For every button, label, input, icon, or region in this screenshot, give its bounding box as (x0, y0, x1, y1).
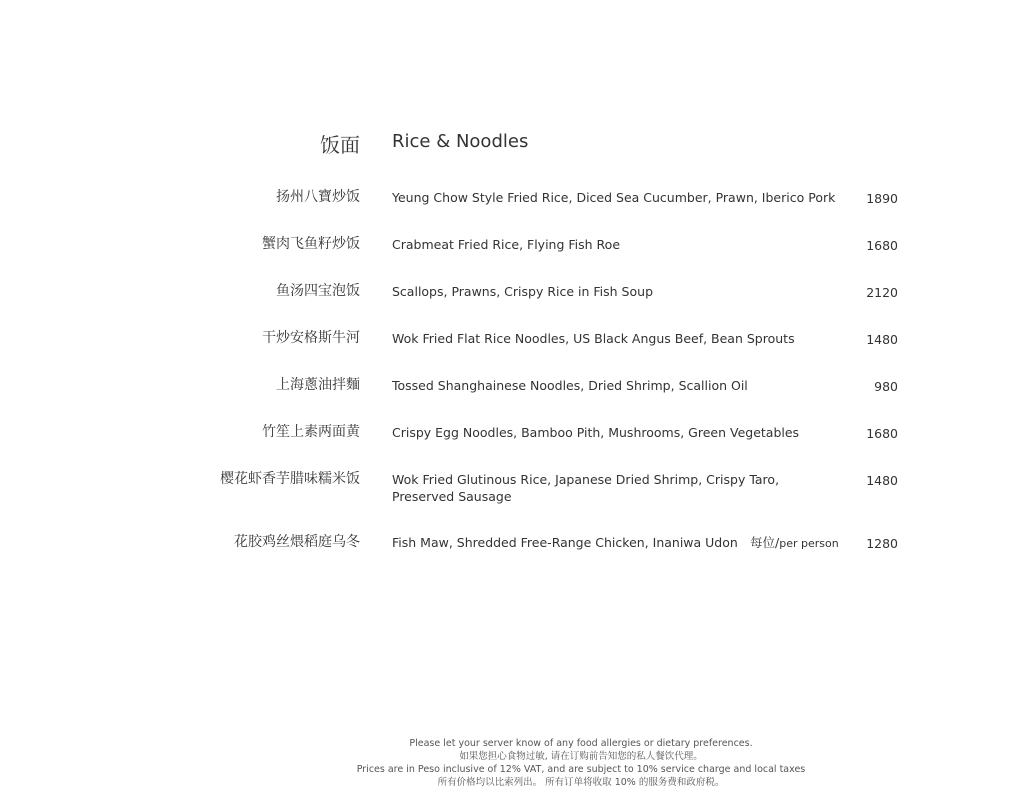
menu-item (0, 423, 1024, 463)
dish-name-zh: 蟹肉飞鱼籽炒饭 (262, 236, 360, 252)
dish-name-zh: 鱼汤四宝泡饭 (276, 283, 360, 299)
dish-name-zh: 樱花虾香芋腊味糯米饭 (220, 471, 360, 487)
dish-description-line: Tossed Shanghainese Noodles, Dried Shrimp, Scallion Oil (392, 378, 748, 393)
dish-description (392, 471, 792, 505)
dish-price: 1480 (866, 332, 898, 347)
dish-price: 1680 (866, 426, 898, 441)
menu-item (0, 470, 1024, 510)
menu-item (0, 533, 1024, 573)
dish-description (392, 283, 792, 300)
footer-notes (330, 737, 832, 789)
allergy-note-en: Please let your server know of any food allergies or dietary preferences. (409, 738, 753, 749)
dish-price: 1680 (866, 238, 898, 253)
dish-description-line: Preserved Sausage (392, 489, 512, 504)
menu-item (0, 282, 1024, 322)
dish-price: 2120 (866, 285, 898, 300)
menu-item (0, 329, 1024, 369)
serving-unit-en: per person (779, 537, 839, 550)
dish-description-line: Wok Fried Flat Rice Noodles, US Black Angus Beef, Bean Sprouts (392, 331, 795, 346)
dish-description-line: Fish Maw, Shredded Free-Range Chicken, Inaniwa Udon (392, 535, 738, 550)
dish-description (392, 424, 800, 441)
dish-description-line: Wok Fried Glutinous Rice, Japanese Dried Shrimp, Crispy Taro, (392, 472, 780, 487)
dish-description-line: Scallops, Prawns, Crispy Rice in Fish Soup (392, 284, 653, 299)
dish-description-line: Crabmeat Fried Rice, Flying Fish Roe (392, 237, 621, 252)
pricing-note-zh: 所有价格均以比索列出。 所有订单将收取 10% 的服务费和政府税。 (437, 777, 725, 788)
dish-price: 980 (874, 379, 898, 394)
serving-unit (750, 534, 839, 552)
menu-item (0, 235, 1024, 275)
dish-price: 1890 (866, 191, 898, 206)
dish-name-zh: 花胶鸡丝煨稻庭乌冬 (234, 534, 360, 550)
allergy-note-zh: 如果您担心食物过敏, 请在订购前告知您的私人餐饮代理。 (459, 751, 703, 762)
menu-item (0, 376, 1024, 416)
dish-name-zh: 扬州八寶炒饭 (276, 189, 360, 205)
dish-description (392, 377, 792, 394)
dish-description (392, 534, 792, 551)
serving-unit-zh: 每位/ (750, 535, 780, 550)
section-title-en: Rice & Noodles (392, 131, 529, 152)
dish-description-line: Yeung Chow Style Fried Rice, Diced Sea Cucumber, Prawn, Iberico Pork (392, 190, 836, 205)
dish-description-line: Crispy Egg Noodles, Bamboo Pith, Mushrooms, Green Vegetables (392, 425, 800, 440)
dish-description (392, 330, 795, 347)
menu-item (0, 188, 1024, 228)
dish-description (392, 189, 836, 206)
pricing-note-en: Prices are in Peso inclusive of 12% VAT, and are subject to 10% service charge and local taxes (356, 764, 806, 775)
section-title-zh: 饭面 (320, 133, 360, 157)
dish-name-zh: 竹笙上素两面黄 (262, 424, 360, 440)
dish-name-zh: 干炒安格斯牛河 (262, 330, 360, 346)
dish-name-zh: 上海蔥油拌麵 (276, 377, 360, 393)
dish-price: 1480 (866, 473, 898, 488)
dish-price: 1280 (866, 536, 898, 551)
dish-description (392, 236, 792, 253)
